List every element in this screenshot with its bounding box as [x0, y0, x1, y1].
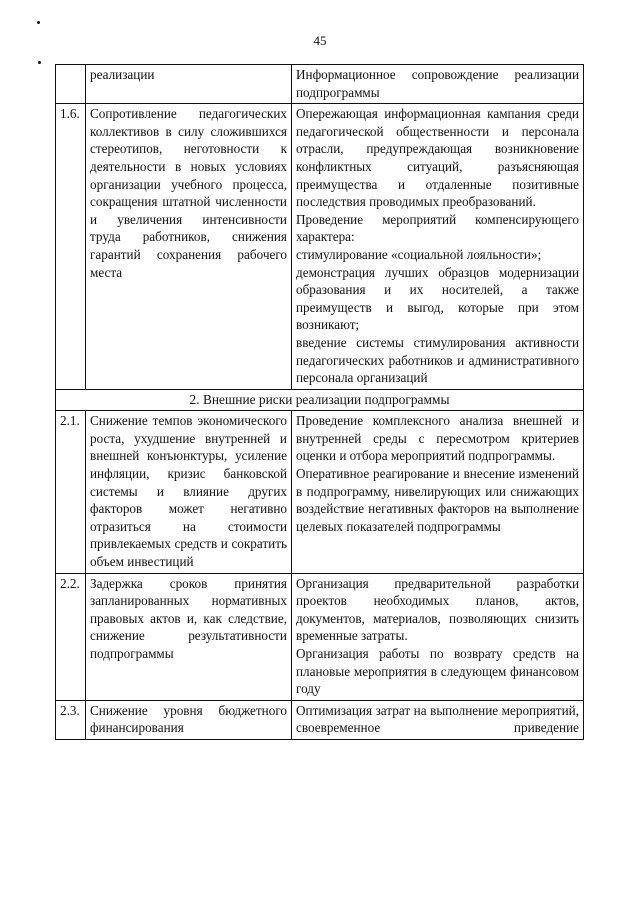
- risk-text: Сопротивление педагогических коллективов в силу сложившихся стереотипов, неготовности к деятельности в новых условиях организации учебного процесса, сокращения штатной численности и увеличения интенсивности труда работников, снижения гарантий сохранения рабочего места: [90, 106, 287, 280]
- measure-paragraph: Проведение комплексного анализа внешней и внутренней среды с пересмотром критериев оценки и отбора мероприятий подпрограммы.: [296, 413, 579, 464]
- risk-cell: [86, 65, 292, 104]
- row-number: 1.6.: [56, 104, 86, 390]
- measure-paragraph: введение системы стимулирования активности педагогических работников и административного персонала организаций: [296, 334, 579, 386]
- table-row: [56, 104, 584, 390]
- scan-speck: [38, 61, 41, 64]
- measures-cell: [292, 104, 584, 390]
- measure-paragraph: Организация предварительной разработки проектов необходимых планов, актов, документов, материалов, позволяющих снизить временные затраты.: [296, 575, 579, 644]
- risk-text: Снижение уровня бюджетного финансирования: [90, 702, 287, 736]
- measure-paragraph: Информационное сопровождение реализации подпрограммы: [296, 67, 579, 100]
- measures-cell: [292, 65, 584, 104]
- row-number: 2.2.: [56, 573, 86, 700]
- measures-cell: [292, 573, 584, 700]
- table-row: [56, 573, 584, 700]
- measure-paragraph: Опережающая информационная кампания среди педагогической общественности и персонала отрасли, предупреждающая возникновение конфликтных ситуаций, разъясняющая преимущества и отдаленные позитивные последствия проводимых преобразований.: [296, 106, 579, 210]
- risk-cell: [86, 411, 292, 573]
- measure-paragraph: Оптимизация затрат на выполнение мероприятий, своевременное приведение: [296, 702, 579, 736]
- table-row: [56, 700, 584, 739]
- row-number: [56, 65, 86, 104]
- measure-paragraph: демонстрация лучших образцов модернизации образования и их носителей, а также преимуществ и выгод, которые при этом возникают;: [296, 264, 579, 333]
- page-number: 45: [313, 33, 327, 48]
- risk-text: Снижение темпов экономического роста, ухудшение внутренней и внешней конъюнктуры, усиление инфляции, кризис банковской системы и влияние других факторов может негативно отразиться на стоимости привлекаемых средств и сократить объем инвестиций: [90, 413, 287, 570]
- table-row: [56, 411, 584, 573]
- section-title: 2. Внешние риски реализации подпрограммы: [56, 389, 584, 411]
- risk-cell: [86, 104, 292, 390]
- measure-paragraph: Проведение мероприятий компенсирующего характера:: [296, 211, 579, 245]
- measure-paragraph: Организация работы по возврату средств на плановые мероприятия в следующем финансовом году: [296, 646, 579, 697]
- risk-text: реализации: [90, 67, 155, 82]
- risk-text: Задержка сроков принятия запланированных нормативных правовых актов и, как следствие, снижение результативности подпрограммы: [90, 575, 287, 661]
- section-row: [56, 389, 584, 411]
- row-number: 2.3.: [56, 700, 86, 739]
- risk-cell: [86, 573, 292, 700]
- measure-paragraph: Оперативное реагирование и внесение изменений в подпрограмму, нивелирующих или снижающих воздействие негативных факторов на выполнение целевых показателей подпрограммы: [296, 466, 579, 534]
- risk-table: [55, 64, 584, 740]
- risk-cell: [86, 700, 292, 739]
- measures-cell: [292, 411, 584, 573]
- row-number: 2.1.: [56, 411, 86, 573]
- scan-speck: [37, 21, 40, 24]
- table-row: [56, 65, 584, 104]
- measure-paragraph: стимулирование «социальной лояльности»;: [296, 246, 542, 262]
- measures-cell: [292, 700, 584, 739]
